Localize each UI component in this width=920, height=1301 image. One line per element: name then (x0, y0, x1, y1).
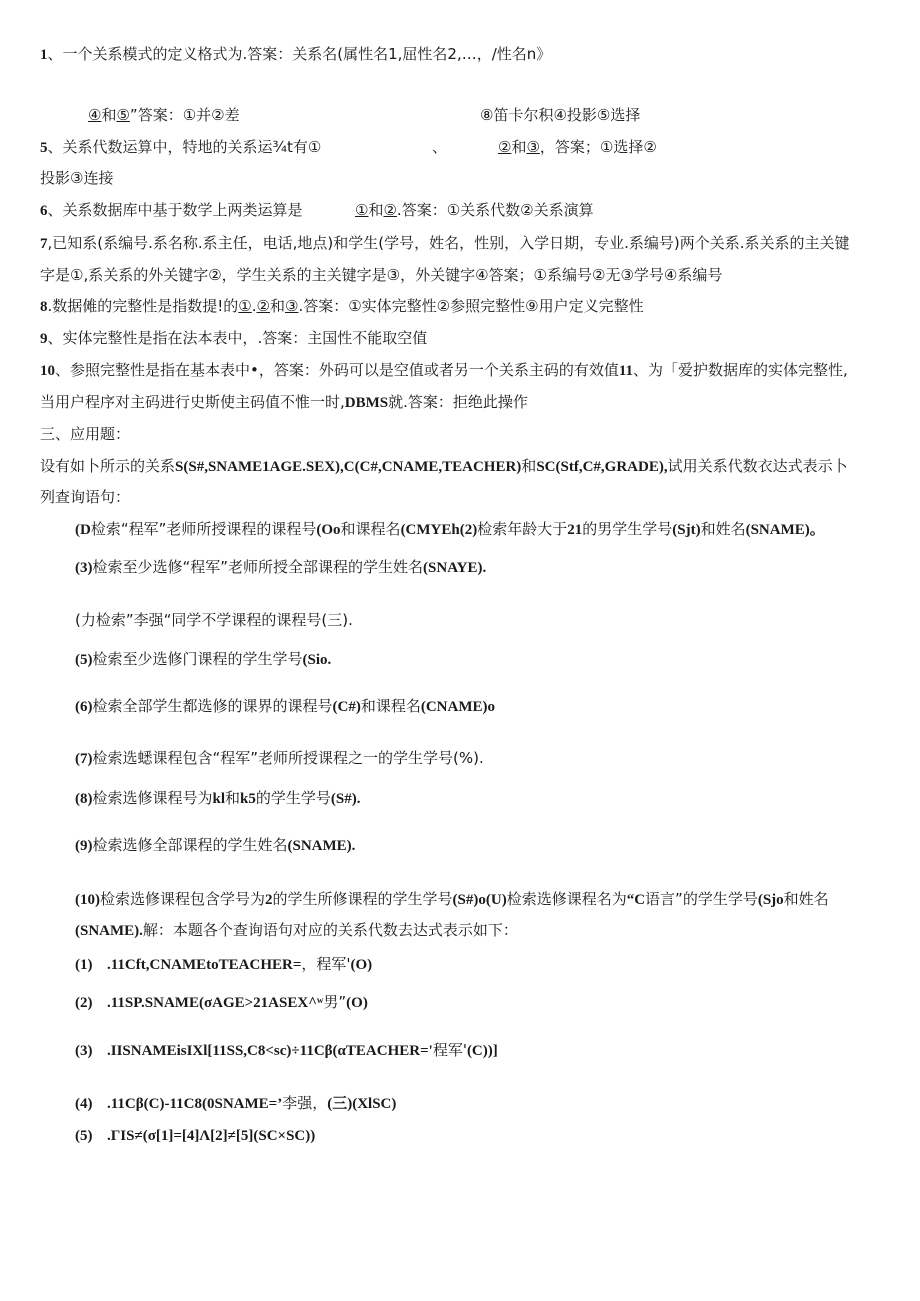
line-3: 5、关系代数运算中，特地的关系运¾t有① (40, 138, 322, 156)
line-2-right: ⑧笛卡尔积④投影⑤选择 (480, 106, 641, 124)
line-4: 投影③连接 (40, 169, 114, 187)
query-4: (力检索”李强“同学不学课程的课程号(三). (75, 611, 353, 629)
line-3-right: ②和③，答案；①选择② (498, 138, 657, 156)
query-10-11: (10)检索选修课程包含学号为2的学生所修课程的学生学号(S#)o(U)检索选修课程名为“C语言”的学生学号(Sjo和姓名 (75, 890, 829, 908)
line-2: ④和⑤”答案：①并②差 (88, 106, 240, 124)
query-8: (8)检索选修课程号为kl和k5的学生学号(S#). (75, 789, 361, 807)
answer-intro: (SNAME).解：本题各个查询语句对应的关系代数去达式表示如下： (75, 921, 518, 939)
answer-3: (3) .IISNAMEisIXl[11SS,C8<sc)÷11Cβ(αTEACHER='程军'(C))] (75, 1041, 498, 1059)
query-6: (6)检索全部学生都选修的课界的课程号(C#)和课程名(CNAME)o (75, 697, 496, 715)
query-5: (5)检索至少选修门课程的学生学号(Sio. (75, 650, 332, 668)
line-7: 字是①,系关系的外关键字②，学生关系的主关键字是③，外关键字④答案；①系编号②无③学号④系编号 (40, 266, 723, 284)
line-11: 当用户程序对主码进行史斯使主码值不惟一时,DBMS就.答案：拒绝此操作 (40, 393, 528, 411)
line-14: 列查询语句： (40, 488, 131, 506)
answer-2: (2) .11SP.SNAME(σAGE>21ASEX^ʷ男”(O) (75, 993, 368, 1011)
line-10: 10、参照完整性是指在基本表中•，答案：外码可以是空值或者另一个关系主码的有效值11、为「爱护数据库的实体完整性, (40, 361, 848, 379)
line-13: 设有如卜所示的关系S(S#,SNAME1AGE.SEX),C(C#,CNAME,TEACHER)和SC(Stf,C#,GRADE),试用关系代数衣达式表示卜 (40, 457, 848, 475)
line-1: 1、一个关系模式的定义格式为.答案：关系名(属性名1,屈性名2,…，/性名n》 (40, 45, 552, 63)
answer-1: (1) .11Cft,CNAMEtoTEACHER=，程军'(O) (75, 955, 373, 973)
line-8: 8.数据傩的完整性是指数提!的①.②和③.答案：①实体完整性②参照完整性⑨用户定义完整性 (40, 297, 644, 315)
query-9: (9)检索选修全部课程的学生姓名(SNAME). (75, 836, 356, 854)
line-6: 7,已知系(系编号.系名称.系主任，电话,地点)和学生(学号，姓名，性别，入学日期，专业.系编号)两个关系.系关系的主关键 (40, 234, 850, 252)
line-9: 9、实体完整性是指在法本表中，.答案：主国性不能取空值 (40, 329, 428, 347)
answer-5: (5) .ΓIS≠(σ[1]=[4]Λ[2]≠[5](SC×SC)) (75, 1128, 316, 1144)
query-3: (3)检索至少选修“程军”老师所授全部课程的学生姓名(SNAYE). (75, 558, 487, 576)
query-7: (7)检索选蟋课程包含“程军”老师所授课程之一的学生学号(%). (75, 749, 484, 767)
line-5-right: ①和②.答案：①关系代数②关系演算 (355, 201, 594, 219)
line-5: 6、关系数据库中基于数学上两类运算是 (40, 201, 303, 219)
query-1-2: (D检索“程军”老师所授课程的课程号(Oo和课程名(CMYEh(2)检索年龄大于21的男学生学号(Sjt)和姓名(SNAME)。 (75, 520, 825, 538)
section-heading: 三、应用题： (40, 425, 131, 443)
line-3-mid: 、 (432, 138, 448, 156)
answer-4: (4) .11Cβ(C)-11C8(0SNAME=’李强，(三)(XlSC) (75, 1094, 397, 1112)
